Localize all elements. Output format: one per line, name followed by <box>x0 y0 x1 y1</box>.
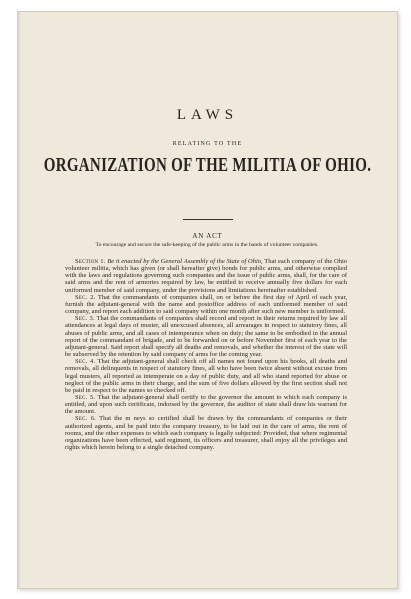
section-label: Sec. 2. <box>75 293 96 301</box>
divider-rule <box>183 219 233 220</box>
section-text: That the adjutant-general shall certify to the governor the amount to which each company is entitled, and upon such certificate, indorsed by the governor, the auditor of state shall draw his warrant for the amount. <box>65 393 347 416</box>
section-label: Sec. 3. <box>75 315 95 323</box>
section-label: Sec. 4. <box>75 358 96 366</box>
subheading: RELATING TO THE <box>172 141 243 147</box>
section-2 <box>65 294 347 315</box>
section-text: That the m neys so certified shall be drawn by the commandants of companies or their authorized agents, and be paid into the company treasury, to be laid out in the care of arms, the rent of rooms, and the other expenses to which each company is legally subjected: Provided, that where regimental organizations have been effected, said regiment, its officers and treasurer, shall enjoy all the privileges and rights which herein belong to a single detached company. <box>65 415 347 452</box>
section-6 <box>65 415 347 451</box>
heading: LAWS <box>176 107 239 123</box>
act-preamble: To encourage and secure the safe-keeping of the public arms in the hands of volunteer companies. <box>95 242 319 248</box>
document-title: ORGANIZATION OF THE MILITIA OF OHIO. <box>43 155 372 177</box>
section-5 <box>65 394 347 415</box>
document-page <box>17 11 398 589</box>
section-label: Section 1. <box>75 258 106 265</box>
enacting-clause: Be it enacted by the General Assembly of the State of Ohio, <box>107 258 263 265</box>
section-text: That the adjutant-general shall check off all names not found upon his books, all deaths and removals, all delinquents in respect of statutory fines, all who have been twice absent without excuse from legal musters, all reported as intemperate on a day of public duty, and all who stand reported for abuse or neglect of the public arms in their charge, and the sum of five dollars allowed by the first section shall not be paid in respect to the names so checked off. <box>65 358 348 394</box>
section-1 <box>65 258 347 294</box>
section-3 <box>65 315 347 358</box>
act-label: AN ACT <box>192 232 223 240</box>
section-label: Sec. 5. <box>75 393 96 401</box>
act-body <box>65 258 347 451</box>
section-4 <box>65 358 347 394</box>
section-text: That each company of the Ohio volunteer militia, which has given (or shall hereafter give) bonds for public arms, and otherwise complied with the laws and regulations governing such companies and the issue of public arms, shall, for the care of said arms and the rent of armories required by law, be entitled to receive annually five dollars for each uniformed member of said company, under the provisions and limitations hereinafter established. <box>65 258 348 294</box>
section-label: Sec. 6. <box>75 415 97 423</box>
section-text: That the commandants of companies shall record and report in their returns required by law all attendances at legal days of muster, all unexcused absences, all arrearages in respect to statutory fines, all abuses of public arms, and all cases of intemperance when on duty; the same to be embodied in the annual report of the commandant of brigade, and to be forwarded on or before November first of each year to the adjutant-general. Said report shall specify all deaths and removals, and whether the interest of the state will be subserved by the retention by said company of arms for the coming year. <box>65 315 348 359</box>
section-text: That the commandants of companies shall, on or before the first day of April of each year, furnish the adjutant-general with the name and postoffice address of each uniformed member of said company, and report each addition to said company within one month after such new member is uniformed. <box>65 293 348 316</box>
